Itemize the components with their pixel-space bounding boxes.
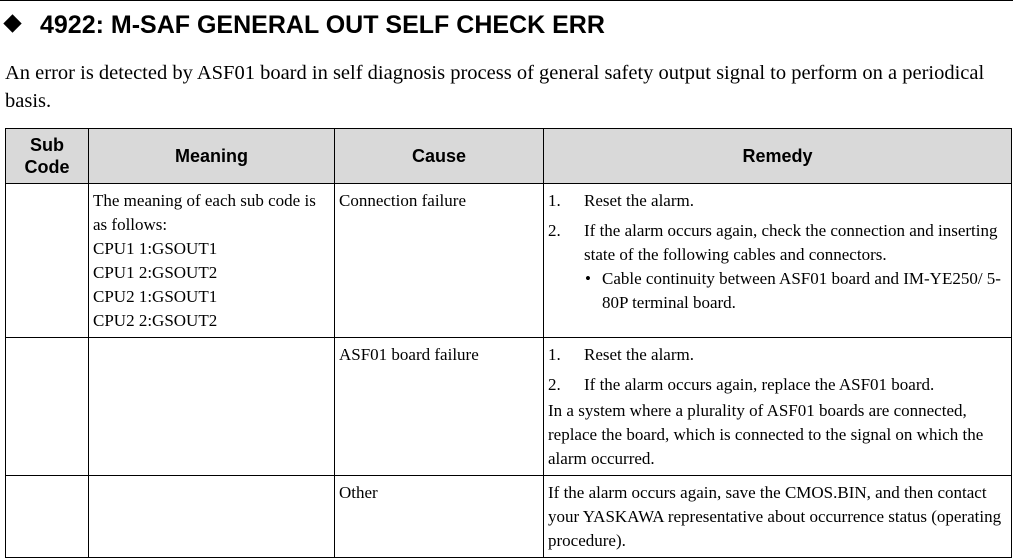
remedy-step: 2. If the alarm occurs again, replace the ASF01 board. bbox=[548, 375, 935, 394]
cause-cell: ASF01 board failure bbox=[335, 338, 544, 476]
meaning-cell: The meaning of each sub code is as follows: CPU1 1:GSOUT1 CPU1 2:GSOUT2 CPU2 1:GSOUT1 CPU2 2:GSOUT2 bbox=[89, 184, 335, 338]
remedy-cell bbox=[544, 338, 1012, 476]
remedy-cell bbox=[544, 184, 1012, 338]
alarm-description: An error is detected by ASF01 board in self diagnosis process of general safety output signal to perform on a periodical basis. bbox=[5, 62, 985, 112]
sub-code-cell bbox=[6, 184, 89, 338]
cause-cell: Other bbox=[335, 476, 544, 558]
alarm-heading bbox=[0, 0, 1013, 47]
header-sub-code: Sub Code bbox=[6, 129, 89, 184]
table-row bbox=[6, 338, 1012, 476]
cause-cell: Connection failure bbox=[335, 184, 544, 338]
remedy-step: 1. Reset the alarm. bbox=[548, 191, 694, 210]
table-header-row bbox=[6, 129, 1012, 184]
bullet-icon: • bbox=[585, 269, 591, 288]
remedy-bullet: • Cable continuity between ASF01 board and IM-YE250/ 5-80P terminal board. bbox=[585, 267, 1005, 315]
meaning-cell bbox=[89, 338, 335, 476]
table-row bbox=[6, 184, 1012, 338]
table-row bbox=[6, 476, 1012, 558]
header-remedy: Remedy bbox=[544, 129, 1012, 184]
alarm-title: 4922: M-SAF GENERAL OUT SELF CHECK ERR bbox=[40, 11, 605, 39]
alarm-table bbox=[5, 128, 1012, 558]
remedy-step: 1. Reset the alarm. bbox=[548, 345, 694, 364]
meaning-cell bbox=[89, 476, 335, 558]
remedy-step: 2. If the alarm occurs again, check the connection and inserting state of the following cables and connectors. bbox=[548, 221, 998, 264]
header-cause: Cause bbox=[335, 129, 544, 184]
diamond-icon bbox=[3, 14, 21, 32]
sub-code-cell bbox=[6, 338, 89, 476]
sub-code-cell bbox=[6, 476, 89, 558]
remedy-cell: If the alarm occurs again, save the CMOS.BIN, and then contact your YASKAWA representative about occurrence status (operating procedure). bbox=[544, 476, 1012, 558]
remedy-note: In a system where a plurality of ASF01 boards are connected, replace the board, which is connected to the signal on which the alarm occurred. bbox=[548, 401, 984, 468]
header-meaning: Meaning bbox=[89, 129, 335, 184]
